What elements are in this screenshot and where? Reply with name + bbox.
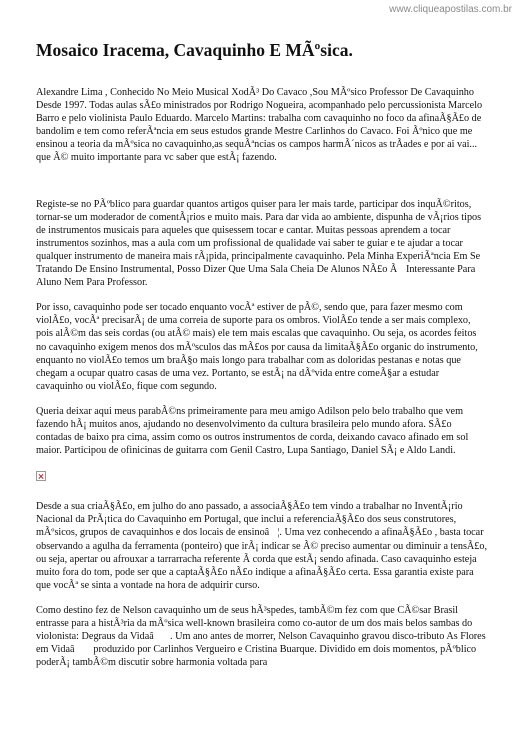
- broken-image-icon: [36, 471, 46, 481]
- broken-image-placeholder: [36, 469, 488, 500]
- paragraph-cavaquinho-vs-violao: Por isso, cavaquinho pode ser tocado enquanto vocÃª estiver de pÃ©, sendo que, para fazer mesmo com violÃ£o, vocÃª precisarÃ¡ de uma correia de suporte para os ombros. ViolÃ£o tende a ser mais complexo, pois alÃ©m das seis cordas (ou atÃ© mais) ele tem mais escalas que cavaquinho. Ou seja, os acordes feitos no cavaquinho exigem menos dos mÃºsculos das mÃ£os por causa da limitaÃ§Ã£o organic do instrumento, enquanto no violÃ£o temos um braÃ§o mais longo para trabalhar com as doloridas pestanas e notas que chegam a ocupar quatro casas de uma vez. Portanto, se estÃ¡ na dÃºvida entre comeÃ§ar a estudar cavaquinho ou violÃ£o, fique com segundo.: [36, 302, 478, 392]
- document-body: [36, 40, 488, 681]
- page-bottom-edge: [0, 730, 520, 736]
- paragraph-acknowledgements: Queria deixar aqui meus parabÃ©ns primeiramente para meu amigo Adilson pelo belo trabalho que vem fazendo hÃ¡ muitos anos, ajudando no desenvolvimento da cultura brasileira pelo mundo afora. SÃ£o contadas de baixo pra cima, assim como os outros instrumentos de corda, deixando cavaco afinado em sol maior. Participou de ofinicinas de guitarra com Genil Castro, Lupa Santiago, Daniel SÃ¡ e Aldo Landi.: [36, 405, 469, 457]
- paragraph-registration: Registe-se no PÃºblico para guardar quantos artigos quiser para ler mais tarde, participar dos inquÃ©ritos, tornar-se um moderador de comentÃ¡rios e muito mais. Para dar vida ao ambiente, dispunha de vÃ¡rios tipos de instrumentos musicais para aqueles que quisessem tocar e cantar. Muitas pessoas aprendem a tocar instrumentos sozinhos, mas a aula com um profissional de qualidade vai saber te guiar e te ajudar a tocar qualquer instrumento de maneira mais rÃ¡pida, principalmente cavaquinho. Pela Minha ExperiÃªncia Em Se Tratando De Ensino Instrumental, Posso Dizer Que Uma Sala Cheia De Alunos NÃ£o Ã Interessante Para Aluno Nem Para Professor.: [36, 198, 482, 289]
- paragraph-inventory: Desde a sua criaÃ§Ã£o, em julho do ano passado, a associaÃ§Ã£o tem vindo a trabalhar no InventÃ¡rio Nacional da PrÃ¡tica do Cavaquinho em Portugal, que inclui a referenciaÃ§Ã£o dos seus construtores, mÃºsicos, grupos de cavaquinhos e dos locais de ensinoâ¦. Uma vez conhecendo a afinaÃ§Ã£o , basta tocar observando a agulha da ferramenta (ponteiro) que irÃ¡ indicar se Ã© preciso aumentar ou diminuir a tensÃ£o, ou seja, apertar ou afrouxar a tarrarracha referente Ã corda que estÃ¡ sendo afinada. Caso cavaquinho esteja muito fora do tom, pode ser que a captaÃ§Ã£o nÃ£o indique a afinaÃ§Ã£o certa. Essa garantia existe para que vocÃª se sinta a vontade na hora de adquirir curso.: [36, 501, 488, 591]
- site-watermark: www.cliqueapostilas.com.br: [389, 4, 512, 15]
- paragraph-nelson-cavaquinho: Como destino fez de Nelson cavaquinho um de seus hÃ³spedes, tambÃ©m fez com que CÃ©sar Brasil entrasse para a histÃ³ria da mÃºsica well-known brasileira como co-autor de um dos mais belos sambas do violonista: Degraus da Vidaâ. Um ano antes de morrer, Nelson Cavaquinho gravou disco-tributo As Flores em Vidaâ produzido por Carlinhos Vergueiro e Cristina Buarque. Dividido em dois momentos, pÃºblico poderÃ¡ tambÃ©m discutir sobre harmonia voltada para: [36, 604, 486, 669]
- article-title: Mosaico Iracema, Cavaquinho E MÃºsica.: [36, 40, 353, 60]
- paragraph-intro: Alexandre Lima , Conhecido No Meio Musical XodÃ³ Do Cavaco ,Sou MÃºsico Professor De Cavaquinho Desde 1997. Todas aulas sÃ£o ministrados por Rodrigo Nogueira, acompanhado pelo percussionista Marcelo Barro e pelo violinista Paulo Eduardo. Marcelo Martins: trabalha com cavaquinho no foco da afinaÃ§Ã£o de bandolim e tem como referÃªncia em seus estudos grande Mestre Carlinhos do Cavaco. Foi Ãºnico que me ensinou a teoria da mÃºsica no cavaquinho,as sequÃªncias os campos harmÃ´nicos as trÃades e por ai vai... que Ã© muito importante para vc saber que estÃ¡ fazendo.: [36, 87, 483, 164]
